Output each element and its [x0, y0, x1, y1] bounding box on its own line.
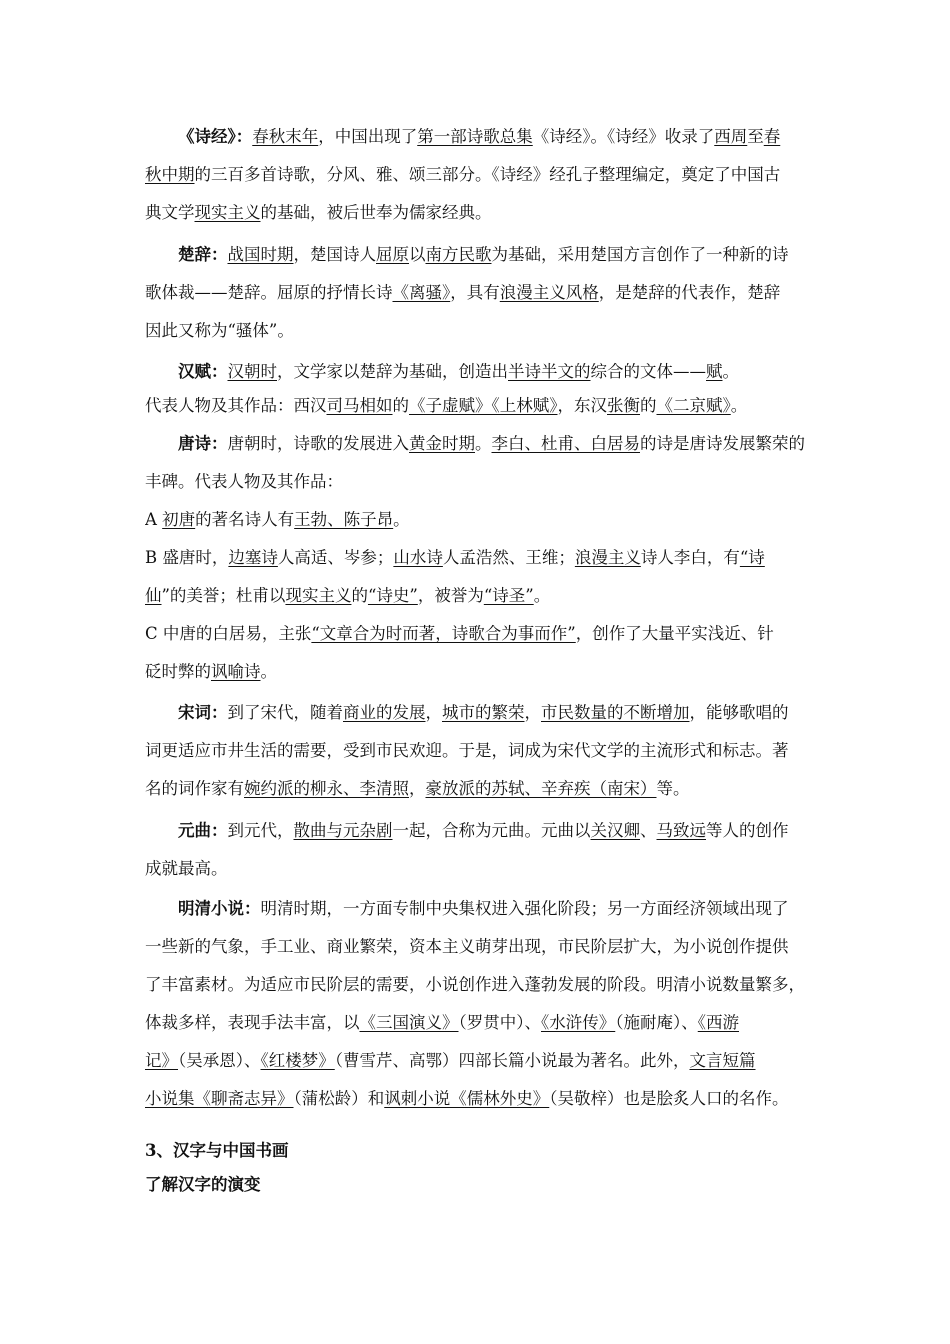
key-phrase: 《水浒传》 — [541, 1013, 616, 1032]
key-phrase: 南方民歌 — [425, 245, 492, 264]
key-phrase: 《红楼梦》 — [260, 1051, 335, 1070]
text-run: ， — [409, 779, 426, 798]
section-title: 3、汉字与中国书画 — [145, 1141, 289, 1160]
text-run: 名的词作家有 — [145, 779, 244, 798]
key-phrase: 李白、杜甫、白居易 — [491, 434, 640, 453]
text-line — [145, 1004, 813, 1042]
text-line — [145, 312, 813, 350]
key-phrase: 仙 — [145, 586, 162, 605]
key-phrase: 豪放派的苏轼、辛弃疾（南宋） — [425, 779, 657, 798]
text-line — [145, 118, 813, 156]
key-phrase: 现实主义 — [285, 586, 352, 605]
text-run: 为基础，采用楚国方言创作了一种新的诗 — [491, 245, 789, 264]
term-heading: 明清小说： — [178, 899, 261, 918]
text-run: 以 — [409, 245, 426, 264]
text-run: ，是楚辞的代表作，楚辞 — [598, 283, 781, 302]
key-phrase: 讽喻诗 — [211, 662, 261, 681]
key-phrase: 赋 — [706, 362, 723, 381]
key-phrase: 散曲与元杂剧 — [293, 821, 393, 840]
text-run: 综合的文体—— — [590, 362, 706, 381]
text-run: 到了宋代，随着 — [227, 703, 343, 722]
text-line — [145, 463, 813, 501]
text-line — [145, 274, 813, 312]
paragraph-yuanqu — [145, 812, 813, 888]
text-run: 人高适、岑参； — [277, 548, 394, 567]
term-heading: 楚辞： — [178, 245, 228, 264]
text-run: 到元代， — [227, 821, 294, 840]
key-phrase: 《离骚》 — [392, 283, 451, 302]
text-run: ”的美誉；杜甫以 — [161, 586, 286, 605]
text-line — [145, 539, 813, 577]
text-line — [145, 1080, 813, 1118]
paragraph-mingqing — [145, 890, 813, 1118]
key-phrase: 浪漫主义 — [574, 548, 641, 567]
text-line — [145, 194, 813, 232]
key-phrase: 山水诗 — [393, 548, 443, 567]
text-line — [145, 1042, 813, 1080]
key-phrase: 张衡 — [607, 396, 640, 415]
text-run: 至 — [747, 127, 764, 146]
key-phrase: 春 — [763, 127, 781, 146]
paragraph-shijing — [145, 118, 813, 232]
text-line — [145, 732, 813, 770]
key-phrase: 文言短篇 — [689, 1051, 756, 1070]
subsection-title: 了解汉字的演变 — [145, 1175, 261, 1194]
key-phrase: 城市的繁荣 — [442, 703, 525, 722]
key-phrase: “诗史” — [367, 586, 418, 605]
text-line — [145, 236, 813, 274]
text-run: C 中唐的白居易，主张 — [145, 624, 312, 643]
paragraph-hanfu — [145, 355, 813, 423]
text-run: 。 — [730, 396, 748, 415]
key-phrase: 春秋末年 — [252, 127, 319, 146]
text-run: （罗贯中）、 — [458, 1013, 541, 1032]
text-line — [145, 577, 813, 615]
text-run: ，被誉为 — [417, 586, 484, 605]
text-run: ，能够歌唱的 — [689, 703, 789, 722]
term-heading: 《诗经》： — [178, 127, 253, 146]
text-line — [145, 770, 813, 808]
key-phrase: 半诗半文的 — [508, 362, 591, 381]
text-run: ，楚国诗人 — [293, 245, 376, 264]
text-run: 歌体裁——楚辞。屈原的抒情长诗 — [145, 283, 393, 302]
text-line — [145, 812, 813, 850]
key-phrase: 初唐 — [162, 510, 196, 529]
text-run: 《诗经》。《诗经》收录了 — [532, 127, 715, 146]
text-line — [145, 928, 813, 966]
key-phrase: 现实主义 — [194, 203, 261, 222]
key-phrase: 市民数量的不断增加 — [541, 703, 690, 722]
text-line — [145, 850, 813, 888]
text-run: （蒲松龄）和 — [293, 1089, 385, 1108]
key-phrase: “文章合为时而著，诗歌合为事而作” — [311, 624, 576, 643]
text-run: 词更适应市井生活的需要，受到市民欢迎。于是，词成为宋代文学的主流形式和标志。著 — [145, 741, 789, 760]
text-run: 的著名诗人有 — [195, 510, 295, 529]
key-phrase: 关汉卿 — [590, 821, 640, 840]
key-phrase: 汉朝时 — [227, 362, 277, 381]
key-phrase: 王勃、陈子昂 — [294, 510, 394, 529]
key-phrase: 小说集《聊斋志异》 — [145, 1089, 294, 1108]
text-run: 的 — [392, 396, 409, 415]
key-phrase: 记》 — [145, 1051, 178, 1070]
text-run: 体裁多样，表现手法丰富，以 — [145, 1013, 360, 1032]
text-run: 、 — [640, 821, 657, 840]
text-run: 典文学 — [145, 203, 195, 222]
text-run: 因此又称为“骚体”。 — [145, 321, 294, 340]
text-run: 的 — [351, 586, 368, 605]
text-run: 等人的创作 — [706, 821, 789, 840]
key-phrase: 《三国演义》 — [359, 1013, 459, 1032]
text-run: B 盛唐时， — [145, 548, 229, 567]
text-run: 成就最高。 — [145, 859, 228, 878]
text-run: ，中国出现了 — [318, 127, 418, 146]
text-run: 。 — [475, 434, 492, 453]
key-phrase: 黄金时期 — [409, 434, 475, 453]
text-run: ，创作了大量平实浅近、针 — [575, 624, 774, 643]
key-phrase: 第一部诗歌总集 — [417, 127, 533, 146]
term-heading: 汉赋： — [178, 362, 228, 381]
text-line — [145, 653, 813, 691]
paragraph-songci — [145, 694, 813, 808]
text-run: ，东汉 — [557, 396, 607, 415]
text-line — [145, 501, 813, 539]
term-heading: 宋词： — [178, 703, 228, 722]
key-phrase: 商业的发展 — [343, 703, 426, 722]
text-line — [145, 355, 813, 389]
key-phrase: “诗圣” — [483, 586, 534, 605]
key-phrase: 战国时期 — [227, 245, 294, 264]
text-run: ， — [524, 703, 541, 722]
text-run: ，文学家以楚辞为基础，创造出 — [277, 362, 508, 381]
text-run: 一些新的气象，手工业、商业繁荣，资本主义萌芽出现，市民阶层扩大，为小说创作提供 — [145, 937, 789, 956]
text-run: 的 — [640, 396, 657, 415]
text-run: 。 — [260, 662, 277, 681]
key-phrase: 边塞诗 — [228, 548, 278, 567]
text-run: 明清时期，一方面专制中央集权进入强化阶段；另一方面经济领域出现了 — [260, 899, 789, 918]
key-phrase: 《西游 — [697, 1013, 739, 1032]
text-run: 诗人李白，有 — [640, 548, 740, 567]
key-phrase: 西周 — [714, 127, 748, 146]
text-line — [145, 694, 813, 732]
term-heading: 唐诗： — [178, 434, 228, 453]
text-run: 的三百多首诗歌，分风、雅、颂三部分。《诗经》经孔子整理编定，奠定了中国古 — [194, 165, 781, 184]
text-run: ，具有 — [450, 283, 500, 302]
key-phrase: 马致远 — [656, 821, 706, 840]
text-run: 了丰富素材。为适应市民阶层的需要，小说创作进入蓬勃发展的阶段。明清小说数量繁多， — [145, 975, 805, 994]
text-run: 等。 — [656, 779, 690, 798]
text-run: 砭时弊的 — [145, 662, 211, 681]
key-phrase: 司马相如 — [326, 396, 393, 415]
key-phrase: 《子虚赋》《上林赋》 — [409, 396, 558, 415]
text-line — [145, 156, 813, 194]
text-line — [145, 966, 813, 1004]
text-run: 的基础，被后世奉为儒家经典。 — [260, 203, 492, 222]
paragraph-chuci — [145, 236, 813, 350]
text-run: 。 — [533, 586, 551, 605]
paragraph-tangshi — [145, 425, 813, 691]
key-phrase: 屈原 — [376, 245, 409, 264]
text-run: 。 — [393, 510, 410, 529]
key-phrase: 秋中期 — [145, 165, 195, 184]
text-run: （吴承恩）、 — [178, 1051, 261, 1070]
text-run: 代表人物及其作品：西汉 — [145, 396, 327, 415]
text-run: A — [145, 510, 163, 529]
text-run: 一起，合称为元曲。元曲以 — [392, 821, 591, 840]
text-run: ， — [425, 703, 442, 722]
text-run: 唐朝时，诗歌的发展进入 — [227, 434, 409, 453]
text-run: （施耐庵）、 — [615, 1013, 698, 1032]
key-phrase: “诗 — [739, 548, 765, 567]
key-phrase: 讽刺小说《儒林外史》 — [384, 1089, 550, 1108]
key-phrase: 《二京赋》 — [656, 396, 731, 415]
key-phrase: 浪漫主义风格 — [499, 283, 599, 302]
text-run: （曹雪芹、高鄂）四部长篇小说最为著名。此外， — [334, 1051, 690, 1070]
text-run: （吴敬梓）也是脍炙人口的名作。 — [549, 1089, 789, 1108]
section-headings — [145, 1134, 813, 1202]
text-run: 人孟浩然、王维； — [442, 548, 575, 567]
text-run: 丰碑。代表人物及其作品： — [145, 472, 343, 491]
text-line — [145, 425, 813, 463]
text-run: 的诗是唐诗发展繁荣的 — [640, 434, 805, 453]
text-line — [145, 615, 813, 653]
term-heading: 元曲： — [178, 821, 228, 840]
text-run: 。 — [722, 362, 739, 381]
text-line — [145, 389, 813, 423]
text-line — [145, 890, 813, 928]
key-phrase: 婉约派的柳永、李清照 — [244, 779, 409, 798]
